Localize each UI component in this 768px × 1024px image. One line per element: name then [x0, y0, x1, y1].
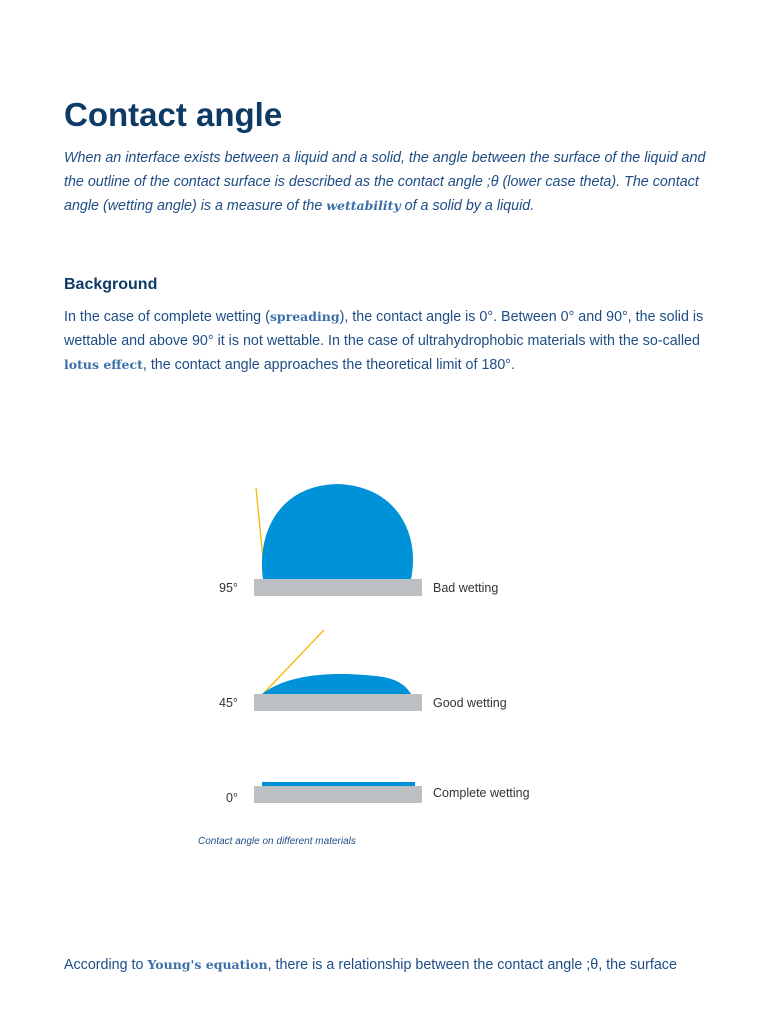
- lotus-effect-link[interactable]: lotus effect: [64, 357, 143, 372]
- spreading-link[interactable]: spreading: [269, 309, 340, 324]
- liquid-film-0: [262, 782, 415, 786]
- intro-text-2: of a solid by a liquid.: [400, 198, 535, 214]
- wetting-label-bad: Bad wetting: [433, 581, 499, 595]
- solid-surface-95: [254, 579, 422, 596]
- figure-caption: Contact angle on different materials: [198, 836, 356, 847]
- background-text-2: ), the contact angle is 0°. Between 0° and 90°, the solid is wettable and above 90° it is not wettable. In the case of ultrahydrophobic materials with the so-called: [64, 309, 704, 349]
- wetting-label-complete: Complete wetting: [433, 786, 530, 800]
- young-text-2: , there is a relationship between the contact angle ;θ, the surface: [267, 957, 677, 973]
- droplet-95: [262, 484, 413, 579]
- background-heading: Background: [64, 276, 158, 293]
- angle-label-45: 45°: [219, 696, 238, 710]
- solid-surface-45: [254, 694, 422, 711]
- page-title: Contact angle: [64, 96, 283, 133]
- droplet-45: [262, 674, 411, 694]
- youngs-equation-link[interactable]: Young's equation: [147, 957, 268, 972]
- solid-surface-0: [254, 786, 422, 803]
- intro-text-1: When an interface exists between a liquid and a solid, the angle between the surface of the liquid and the outline of the contact surface is described as the contact angle ;θ (lower case theta). The contact angle (wetting angle) is a measure of the: [64, 150, 706, 214]
- angle-label-95: 95°: [219, 581, 238, 595]
- young-paragraph: [64, 953, 744, 978]
- young-text-1: According to: [64, 957, 148, 973]
- wettability-link[interactable]: wettability: [326, 198, 401, 213]
- background-text-3: , the contact angle approaches the theoretical limit of 180°.: [142, 357, 515, 373]
- background-text-1: In the case of complete wetting (: [64, 309, 270, 325]
- angle-label-0: 0°: [226, 791, 238, 805]
- wetting-label-good: Good wetting: [433, 696, 507, 710]
